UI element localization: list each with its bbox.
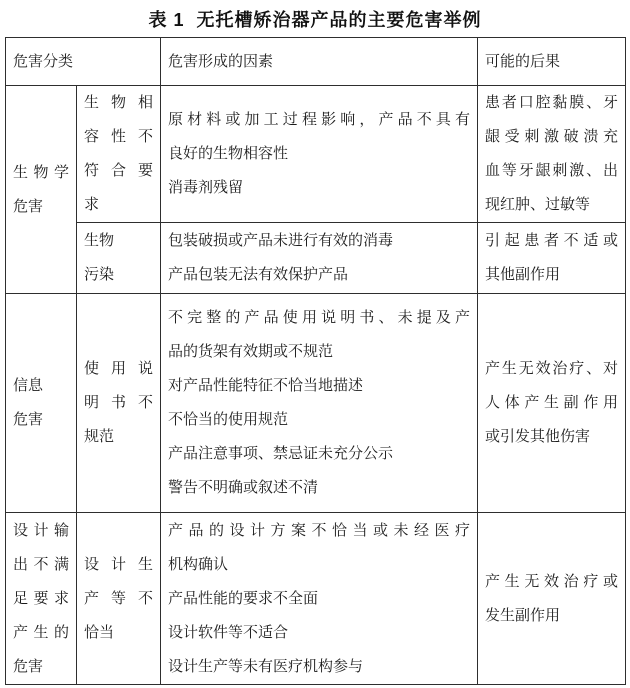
cell-factors-biocompatibility — [161, 86, 478, 223]
cell-text-line: 人体产生副作用 — [485, 395, 619, 411]
cell-text-line: 警告不明确或叙述不清 — [168, 480, 319, 496]
cell-text-line: 不完整的产品使用说明书、未提及产 — [168, 310, 471, 326]
header-hazard-category: 危害分类 — [6, 38, 161, 86]
header-hazard-factors: 危害形成的因素 — [161, 38, 478, 86]
cell-factors-contamination — [161, 223, 478, 294]
cell-text-line: 危害 — [13, 198, 44, 215]
cell-consequences-instructions — [478, 294, 626, 513]
cell-text-line: 容性不 — [84, 129, 154, 145]
cell-text-line: 设计生 — [84, 556, 154, 573]
cell-text-line: 发生副作用 — [485, 607, 561, 624]
cell-text-line: 产品的设计方案不恰当或未经医疗 — [168, 522, 471, 539]
cell-text-line: 产生的 — [13, 624, 69, 641]
row-information-hazard — [6, 294, 626, 513]
cell-text-line: 产品包装无法有效保护产品 — [168, 267, 349, 283]
cell-subcategory-instructions — [77, 294, 161, 513]
cell-text-line: 出不满 — [13, 556, 69, 573]
row-biological-hazard — [6, 86, 626, 223]
cell-consequences-contamination — [478, 223, 626, 294]
cell-text-line: 其他副作用 — [485, 267, 561, 283]
cell-text-line: 恰当 — [84, 624, 115, 641]
cell-text-line: 患者口腔黏膜、牙 — [485, 95, 619, 111]
cell-text-line: 明书不 — [84, 395, 154, 411]
row-biological-contamination — [6, 223, 626, 294]
header-possible-consequences: 可能的后果 — [478, 38, 626, 86]
cell-text-line: 引起患者不适或 — [485, 233, 619, 249]
cell-text-line: 符合要 — [84, 163, 154, 179]
cell-text-line: 产生无效治疗或 — [485, 573, 619, 590]
cell-text-line: 设计生产等未有医疗机构参与 — [168, 658, 364, 675]
cell-text-line: 信息 — [13, 378, 44, 394]
cell-text-line: 生物学 — [13, 164, 69, 181]
cell-text-line: 包装破损或产品未进行有效的消毒 — [168, 233, 394, 249]
cell-category-design-output-hazard — [6, 513, 77, 685]
cell-text-line: 消毒剂残留 — [168, 180, 244, 196]
cell-text-line: 设计输 — [13, 522, 69, 539]
cell-text-line: 产等不 — [84, 590, 154, 607]
cell-text-line: 良好的生物相容性 — [168, 146, 289, 162]
cell-text-line: 产生无效治疗、对 — [485, 361, 619, 377]
hazard-table-container — [5, 37, 625, 685]
cell-text-line: 使用说 — [84, 361, 154, 377]
cell-text-line: 规范 — [84, 429, 115, 445]
table-title: 表 1 无托槽矫治器产品的主要危害举例 — [148, 10, 482, 30]
cell-category-biological-hazard — [6, 86, 77, 294]
cell-text-line: 生物 — [84, 233, 115, 249]
cell-category-information-hazard — [6, 294, 77, 513]
cell-subcategory-design-production — [77, 513, 161, 685]
cell-text-line: 产品注意事项、禁忌证未充分公示 — [168, 446, 394, 462]
cell-text-line: 设计软件等不适合 — [168, 624, 289, 641]
cell-factors-design-production — [161, 513, 478, 685]
cell-consequences-design-production — [478, 513, 626, 685]
cell-text-line: 求 — [84, 197, 100, 213]
cell-factors-instructions — [161, 294, 478, 513]
cell-subcategory-contamination — [77, 223, 161, 294]
cell-text-line: 血等牙龈刺激、出 — [485, 163, 619, 179]
cell-text-line: 生物相 — [84, 95, 154, 111]
cell-text-line: 足要求 — [13, 590, 69, 607]
cell-text-line: 或引发其他伤害 — [485, 429, 591, 445]
cell-text-line: 对产品性能特征不恰当地描述 — [168, 378, 364, 394]
cell-text-line: 龈受刺激破溃充 — [485, 129, 619, 145]
cell-text-line: 产品性能的要求不全面 — [168, 590, 319, 607]
cell-text-line: 机构确认 — [168, 556, 229, 573]
cell-text-line: 原材料或加工过程影响，产品不具有 — [168, 112, 471, 128]
row-design-output-hazard — [6, 513, 626, 685]
cell-text-line: 现红肿、过敏等 — [485, 197, 591, 213]
cell-text-line: 不恰当的使用规范 — [168, 412, 289, 428]
cell-text-line: 危害 — [13, 412, 44, 428]
cell-text-line: 污染 — [84, 267, 115, 283]
cell-subcategory-biocompatibility — [77, 86, 161, 223]
hazard-table — [5, 37, 626, 685]
cell-consequences-biocompatibility — [478, 86, 626, 223]
cell-text-line: 危害 — [13, 658, 44, 675]
table-header-row — [6, 38, 626, 86]
cell-text-line: 品的货架有效期或不规范 — [168, 344, 334, 360]
